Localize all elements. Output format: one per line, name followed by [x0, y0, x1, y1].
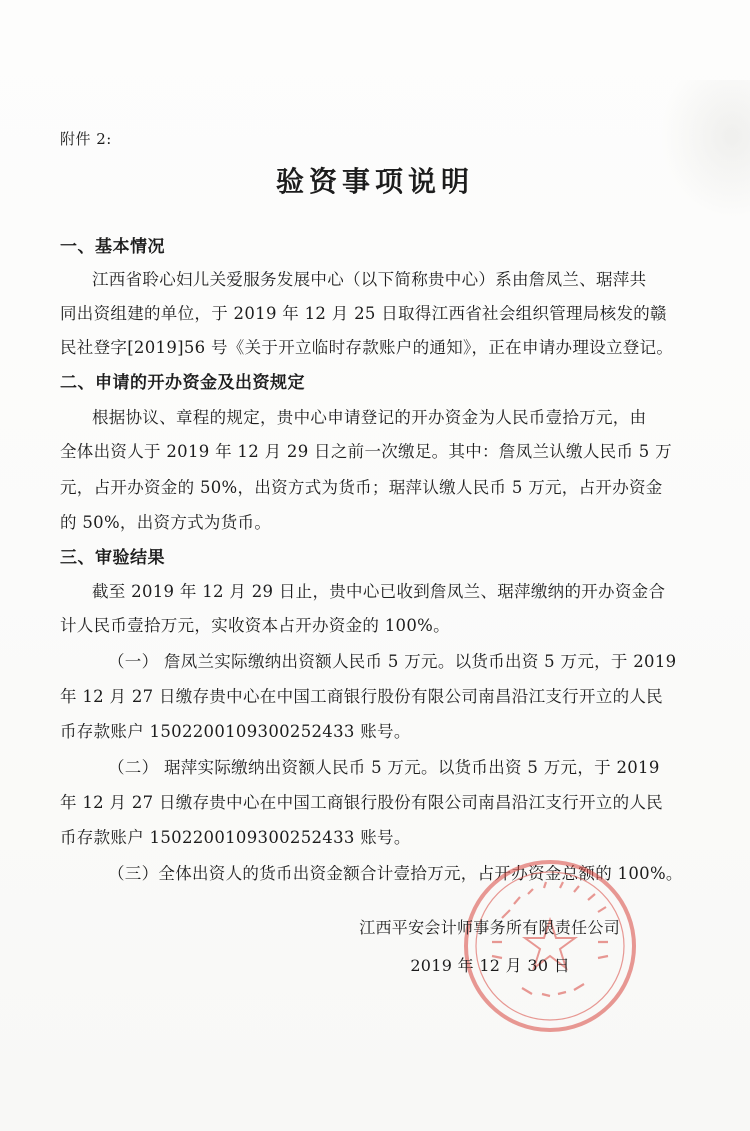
attachment-label: 附件 2: — [60, 130, 112, 148]
section-heading-basic-info: 一、基本情况 — [60, 237, 165, 257]
paragraph-line: 根据协议、章程的规定，贵中心申请登记的开办资金为人民币壹拾万元，由 — [92, 408, 647, 427]
paragraph-line: 元，占开办资金的 50%，出资方式为货币；琚萍认缴人民币 5 万元，占开办资金 — [60, 478, 663, 497]
paragraph-line: 江西省聆心妇儿关爱服务发展中心（以下简称贵中心）系由詹凤兰、琚萍共 — [92, 270, 647, 289]
paragraph-line: 币存款账户 1502200109300252433 账号。 — [60, 828, 411, 847]
section-heading-audit-results: 三、审验结果 — [60, 548, 165, 568]
page-title: 验资事项说明 — [275, 165, 474, 198]
paragraph-line: 的 50%，出资方式为货币。 — [60, 513, 272, 532]
paragraph-line: 民社登字[2019]56 号《关于开立临时存款账户的通知》，正在申请办理设立登记。 — [60, 338, 674, 357]
paragraph-line: 年 12 月 27 日缴存贵中心在中国工商银行股份有限公司南昌沿江支行开立的人民 — [60, 687, 663, 706]
paragraph-line: （三）全体出资人的货币出资金额合计壹拾万元，占开办资金总额的 100%。 — [108, 864, 683, 883]
section-heading-capital-rules: 二、申请的开办资金及出资规定 — [60, 373, 305, 393]
official-seal-icon — [462, 858, 638, 1034]
paragraph-line: （一） 詹凤兰实际缴纳出资额人民币 5 万元。以货币出资 5 万元，于 2019 — [108, 652, 677, 671]
paragraph-line: 年 12 月 27 日缴存贵中心在中国工商银行股份有限公司南昌沿江支行开立的人民 — [60, 793, 663, 812]
paragraph-line: 计人民币壹拾万元，实收资本占开办资金的 100%。 — [60, 616, 450, 635]
paragraph-line: 币存款账户 1502200109300252433 账号。 — [60, 722, 411, 741]
paragraph-line: （二） 琚萍实际缴纳出资额人民币 5 万元。以货币出资 5 万元，于 2019 — [108, 758, 660, 777]
paragraph-line: 截至 2019 年 12 月 29 日止，贵中心已收到詹凤兰、琚萍缴纳的开办资金合 — [92, 582, 666, 601]
signing-date: 2019 年 12 月 30 日 — [410, 956, 570, 975]
paragraph-line: 同出资组建的单位，于 2019 年 12 月 25 日取得江西省社会组织管理局核发的赣 — [60, 304, 667, 323]
signing-company: 江西平安会计师事务所有限责任公司 — [359, 918, 620, 937]
paragraph-line: 全体出资人于 2019 年 12 月 29 日之前一次缴足。其中：詹凤兰认缴人民币 5 万 — [60, 442, 672, 461]
